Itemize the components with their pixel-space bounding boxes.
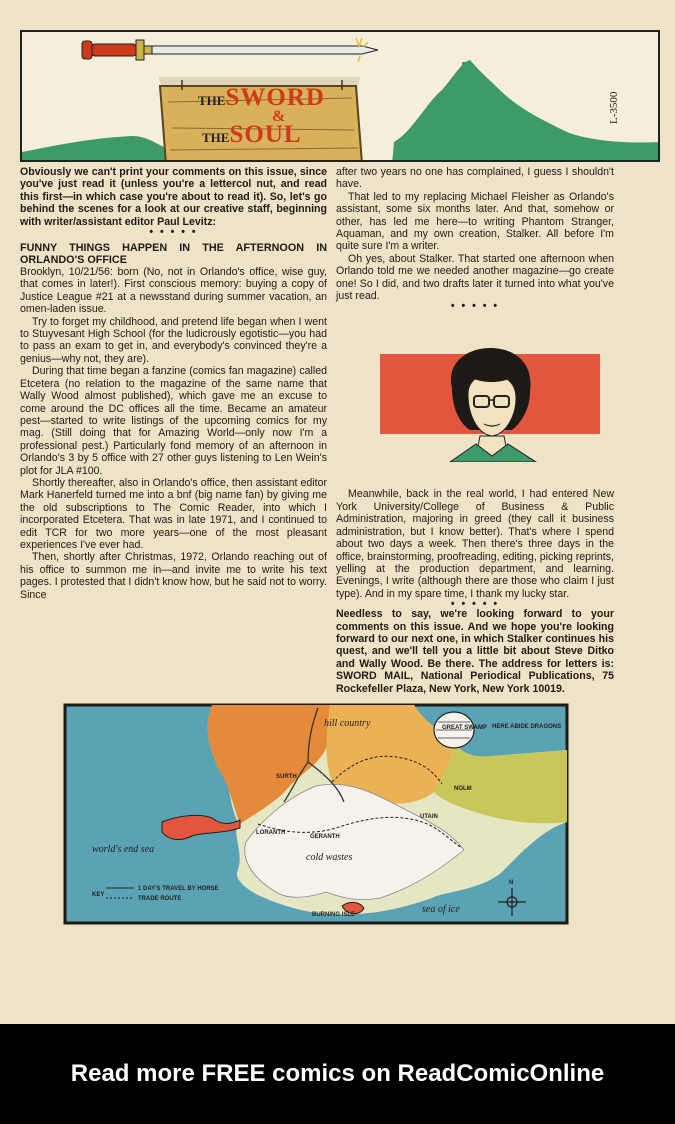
- title-ampersand: &: [272, 108, 286, 125]
- legend-key: KEY: [92, 892, 105, 898]
- title-line-2: THESOUL: [202, 121, 302, 148]
- compass-north: N: [509, 880, 514, 886]
- label-cold-wastes: cold wastes: [306, 852, 353, 863]
- paragraph: Then, shortly after Christmas, 1972, Orlando reaching out of his office to summon me in—and invite me to write his text pages. I protested that I didn't know how, but he said not to worry. Since: [20, 551, 327, 601]
- paragraph: Meanwhile, back in the real world, I had entered New York University/College of Business & Public Administration, majoring in greed (they call it business administration, but I know better). That's where I spend about two days a week. Then there's three days in the office, brainstorming, proofreading, editing, picking reprints, yelling at the production department, and learning. Evenings, I write (although there are those who claim I just type). And in my spare time, I thank my lucky star.: [336, 488, 614, 600]
- label-geranth: GERANTH: [310, 834, 340, 840]
- label-surth: SURTH: [276, 774, 297, 780]
- label-sea-of-ice: sea of ice: [422, 904, 460, 915]
- paragraph: Try to forget my childhood, and pretend life began when I went to Stuyvesant High School (for the ludicrously egotistic—you had to pass an exam to get in, and everybody's convinced they're a genius—why not, they are).: [20, 315, 327, 365]
- paragraph: During that time began a fanzine (comics fan magazine) called Etcetera (no relation to the magazine of the same name that Wally Wood almost published), which gave me an excuse to come around the DC offices all the time. Became an amateur pest—started to write listings of the upcoming comics for my mag. (Still doing that for Amazing World—only now I'm a professional pest.) Particularly fond memory of an afternoon in Orlando's 3 by 5 office with 27 other guys listening to Len Wein's plot for JLA #100.: [20, 365, 327, 477]
- text-column-left: [20, 166, 327, 601]
- separator: • • • • •: [149, 226, 198, 239]
- paragraph: Brooklyn, 10/21/56: born (No, not in Orlando's office, wise guy, that comes in later!). First conscious memory: buying a copy of Justice League #21 at a newsstand during summer vacation, an omen-laden issue.: [20, 266, 327, 316]
- separator: • • • • •: [450, 300, 500, 313]
- banner-text[interactable]: Read more FREE comics on ReadComicOnline: [70, 1060, 605, 1087]
- title-line-1: THESWORD: [198, 84, 325, 111]
- intro-paragraph: Obviously we can't print your comments on this issue, since you've just read it (unless you're a lettercol nut, and read this first—in which case you're about to read it). So, let's go behind the scenes for a look at our creative staff, beginning with writer/assistant editor Paul Levitz:: [20, 166, 327, 228]
- world-map: [62, 702, 570, 926]
- legend-day: 1 DAY'S TRAVEL BY HORSE: [138, 886, 219, 892]
- label-loranth: LORANTH: [256, 830, 286, 836]
- label-utain: UTAIN: [420, 814, 438, 820]
- artist-signature: L-3500: [608, 91, 620, 124]
- title-header: [20, 30, 660, 162]
- label-nolm: NOLM: [454, 786, 472, 792]
- paragraph: after two years no one has complained, I guess I shouldn't have.: [336, 166, 614, 191]
- legend-route: TRADE ROUTE: [138, 896, 182, 902]
- paragraph: Oh yes, about Stalker. That started one afternoon when Orlando told me we needed another magazine—go create one! So I did, and two drafts later it turned into what you've just read.: [336, 252, 614, 303]
- label-burning-isle: BURNING ISLE: [312, 912, 356, 918]
- closing-paragraph: Needless to say, we're looking forward to your comments on this issue. And we hope you're looking forward to our next one, in which Stalker continues his quest, and we'll tell you a little bit about Steve Ditko and Wally Wood. Be there. The address for letters is: SWORD MAIL, National Periodical Publications, 75 Rockefeller Plaza, New York, New York 10019.: [336, 608, 614, 695]
- label-great-swamp: GREAT SWAMP: [442, 725, 487, 731]
- separator: • • • • •: [450, 598, 500, 611]
- paragraph: Shortly thereafter, also in Orlando's office, then assistant editor Mark Hanerfeld turned me into a bnf (big name fan) by giving me the old subscriptions to The Comic Reader, into which I incorporated Etcetera. That was in late 1971, and I continued to edit TCR for two more years—one of the most pleasant experiences I've ever had.: [20, 476, 327, 551]
- paragraph: That led to my replacing Michael Fleisher as Orlando's assistant, some six months later. And that, somehow or other, has led me here—to writing Phantom Stranger, Aquaman, and my own creation, Stalker. All before I'm quite sure I'm a writer.: [336, 190, 614, 253]
- label-worlds-end-sea: world's end sea: [92, 844, 155, 855]
- article-heading: FUNNY THINGS HAPPEN IN THE AFTERNOON IN ORLANDO'S OFFICE: [20, 242, 327, 267]
- label-here-abide-dragons: HERE ABIDE DRAGONS: [492, 724, 562, 730]
- label-hill-country: hill country: [324, 718, 371, 729]
- promo-banner[interactable]: [0, 1024, 675, 1124]
- writer-portrait: [380, 344, 600, 462]
